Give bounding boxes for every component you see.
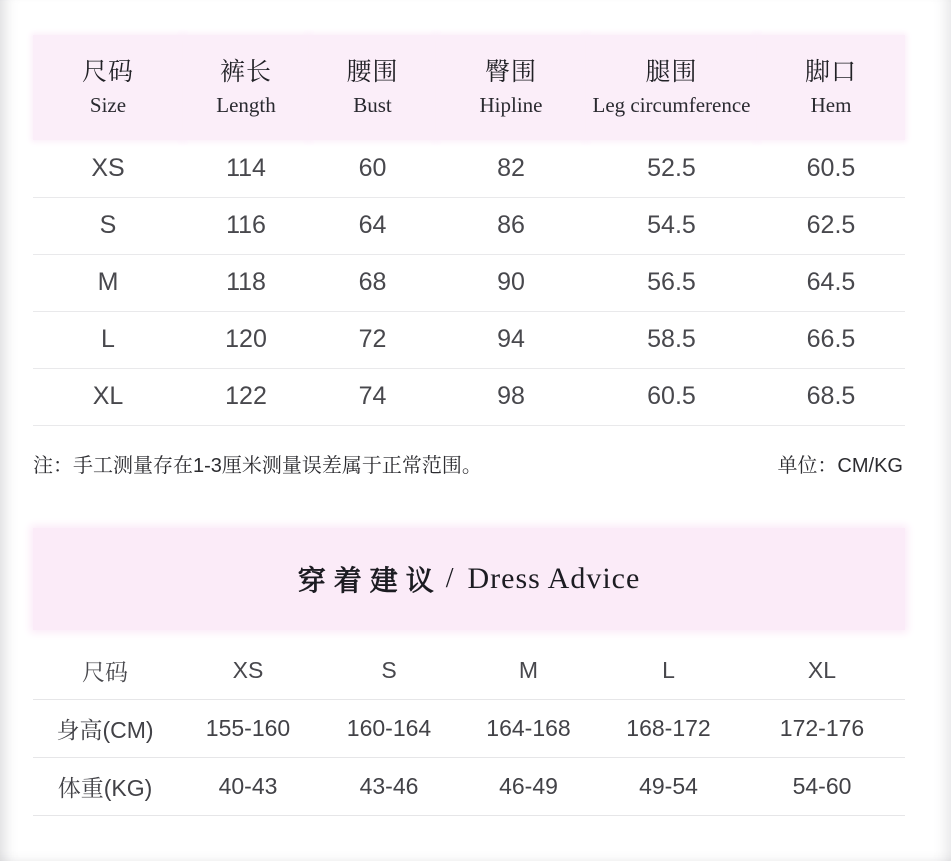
size-row-xs xyxy=(33,140,905,197)
size-row-xl xyxy=(33,368,905,425)
size-table xyxy=(33,35,905,426)
banner-title-en: Dress Advice xyxy=(467,561,641,595)
height-l: 168-172 xyxy=(598,700,739,758)
header-hem xyxy=(757,35,905,140)
height-s: 160-164 xyxy=(319,700,459,758)
cell-leg: 56.5 xyxy=(586,254,757,311)
header-bust xyxy=(309,35,436,140)
cell-leg: 58.5 xyxy=(586,311,757,368)
cell-hipline: 82 xyxy=(436,140,586,197)
weight-label: 体重(KG) xyxy=(33,758,177,816)
header-hem-cn: 脚口 xyxy=(804,58,857,87)
height-label: 身高(CM) xyxy=(33,700,177,758)
height-m: 164-168 xyxy=(459,700,598,758)
header-leg-circumference-cn: 腿围 xyxy=(645,58,698,87)
advice-table xyxy=(33,642,905,817)
header-hipline xyxy=(436,35,586,140)
header-size-en: Size xyxy=(89,93,127,118)
header-size xyxy=(33,35,183,140)
content-area xyxy=(33,35,905,816)
cell-length: 118 xyxy=(183,254,309,311)
cell-leg: 52.5 xyxy=(586,140,757,197)
dress-advice-banner xyxy=(33,528,905,630)
weight-m: 46-49 xyxy=(459,758,598,816)
cell-hipline: 98 xyxy=(436,368,586,425)
cell-bust: 64 xyxy=(309,197,436,254)
advice-header-m: M xyxy=(459,642,598,700)
measurement-note xyxy=(33,452,905,476)
cell-hem: 68.5 xyxy=(757,368,905,425)
cell-size: S xyxy=(33,197,183,254)
cell-size: XS xyxy=(33,140,183,197)
size-row-s xyxy=(33,197,905,254)
header-leg-circumference-en: Leg circumference xyxy=(592,93,751,118)
advice-header-row xyxy=(33,642,905,700)
advice-header-xl: XL xyxy=(739,642,905,700)
header-hipline-en: Hipline xyxy=(479,93,543,118)
weight-xs: 40-43 xyxy=(177,758,319,816)
cell-hipline: 94 xyxy=(436,311,586,368)
cell-hipline: 90 xyxy=(436,254,586,311)
weight-row xyxy=(33,758,905,816)
size-table-header-row xyxy=(33,35,905,140)
cell-bust: 72 xyxy=(309,311,436,368)
weight-l: 49-54 xyxy=(598,758,739,816)
cell-leg: 60.5 xyxy=(586,368,757,425)
weight-xl: 54-60 xyxy=(739,758,905,816)
height-xl: 172-176 xyxy=(739,700,905,758)
cell-hem: 60.5 xyxy=(757,140,905,197)
advice-header-l: L xyxy=(598,642,739,700)
header-bust-en: Bust xyxy=(353,93,392,118)
advice-header-xs: XS xyxy=(177,642,319,700)
cell-length: 122 xyxy=(183,368,309,425)
header-hem-en: Hem xyxy=(810,93,852,118)
cell-leg: 54.5 xyxy=(586,197,757,254)
size-table-header xyxy=(33,35,905,140)
cell-bust: 60 xyxy=(309,140,436,197)
advice-header-size: 尺码 xyxy=(33,642,177,700)
header-hipline-cn: 臀围 xyxy=(484,58,537,87)
header-length-en: Length xyxy=(216,93,276,118)
header-length xyxy=(183,35,309,140)
cell-size: L xyxy=(33,311,183,368)
height-xs: 155-160 xyxy=(177,700,319,758)
cell-length: 114 xyxy=(183,140,309,197)
height-row xyxy=(33,700,905,758)
note-text: 注：手工测量存在1-3厘米测量误差属于正常范围。 xyxy=(33,455,482,477)
cell-length: 120 xyxy=(183,311,309,368)
cell-size: XL xyxy=(33,368,183,425)
advice-header-s: S xyxy=(319,642,459,700)
cell-hem: 64.5 xyxy=(757,254,905,311)
cell-size: M xyxy=(33,254,183,311)
unit-label: 单位：CM/KG xyxy=(777,455,903,477)
size-row-m xyxy=(33,254,905,311)
cell-length: 116 xyxy=(183,197,309,254)
header-size-cn: 尺码 xyxy=(81,58,134,87)
cell-hem: 66.5 xyxy=(757,311,905,368)
cell-bust: 74 xyxy=(309,368,436,425)
weight-s: 43-46 xyxy=(319,758,459,816)
banner-title-cn: 穿着建议 xyxy=(297,564,442,596)
cell-hem: 62.5 xyxy=(757,197,905,254)
header-leg-circumference xyxy=(586,35,757,140)
cell-hipline: 86 xyxy=(436,197,586,254)
header-length-cn: 裤长 xyxy=(219,58,272,87)
cell-bust: 68 xyxy=(309,254,436,311)
header-bust-cn: 腰围 xyxy=(346,58,399,87)
size-row-l xyxy=(33,311,905,368)
banner-separator: / xyxy=(445,562,454,594)
